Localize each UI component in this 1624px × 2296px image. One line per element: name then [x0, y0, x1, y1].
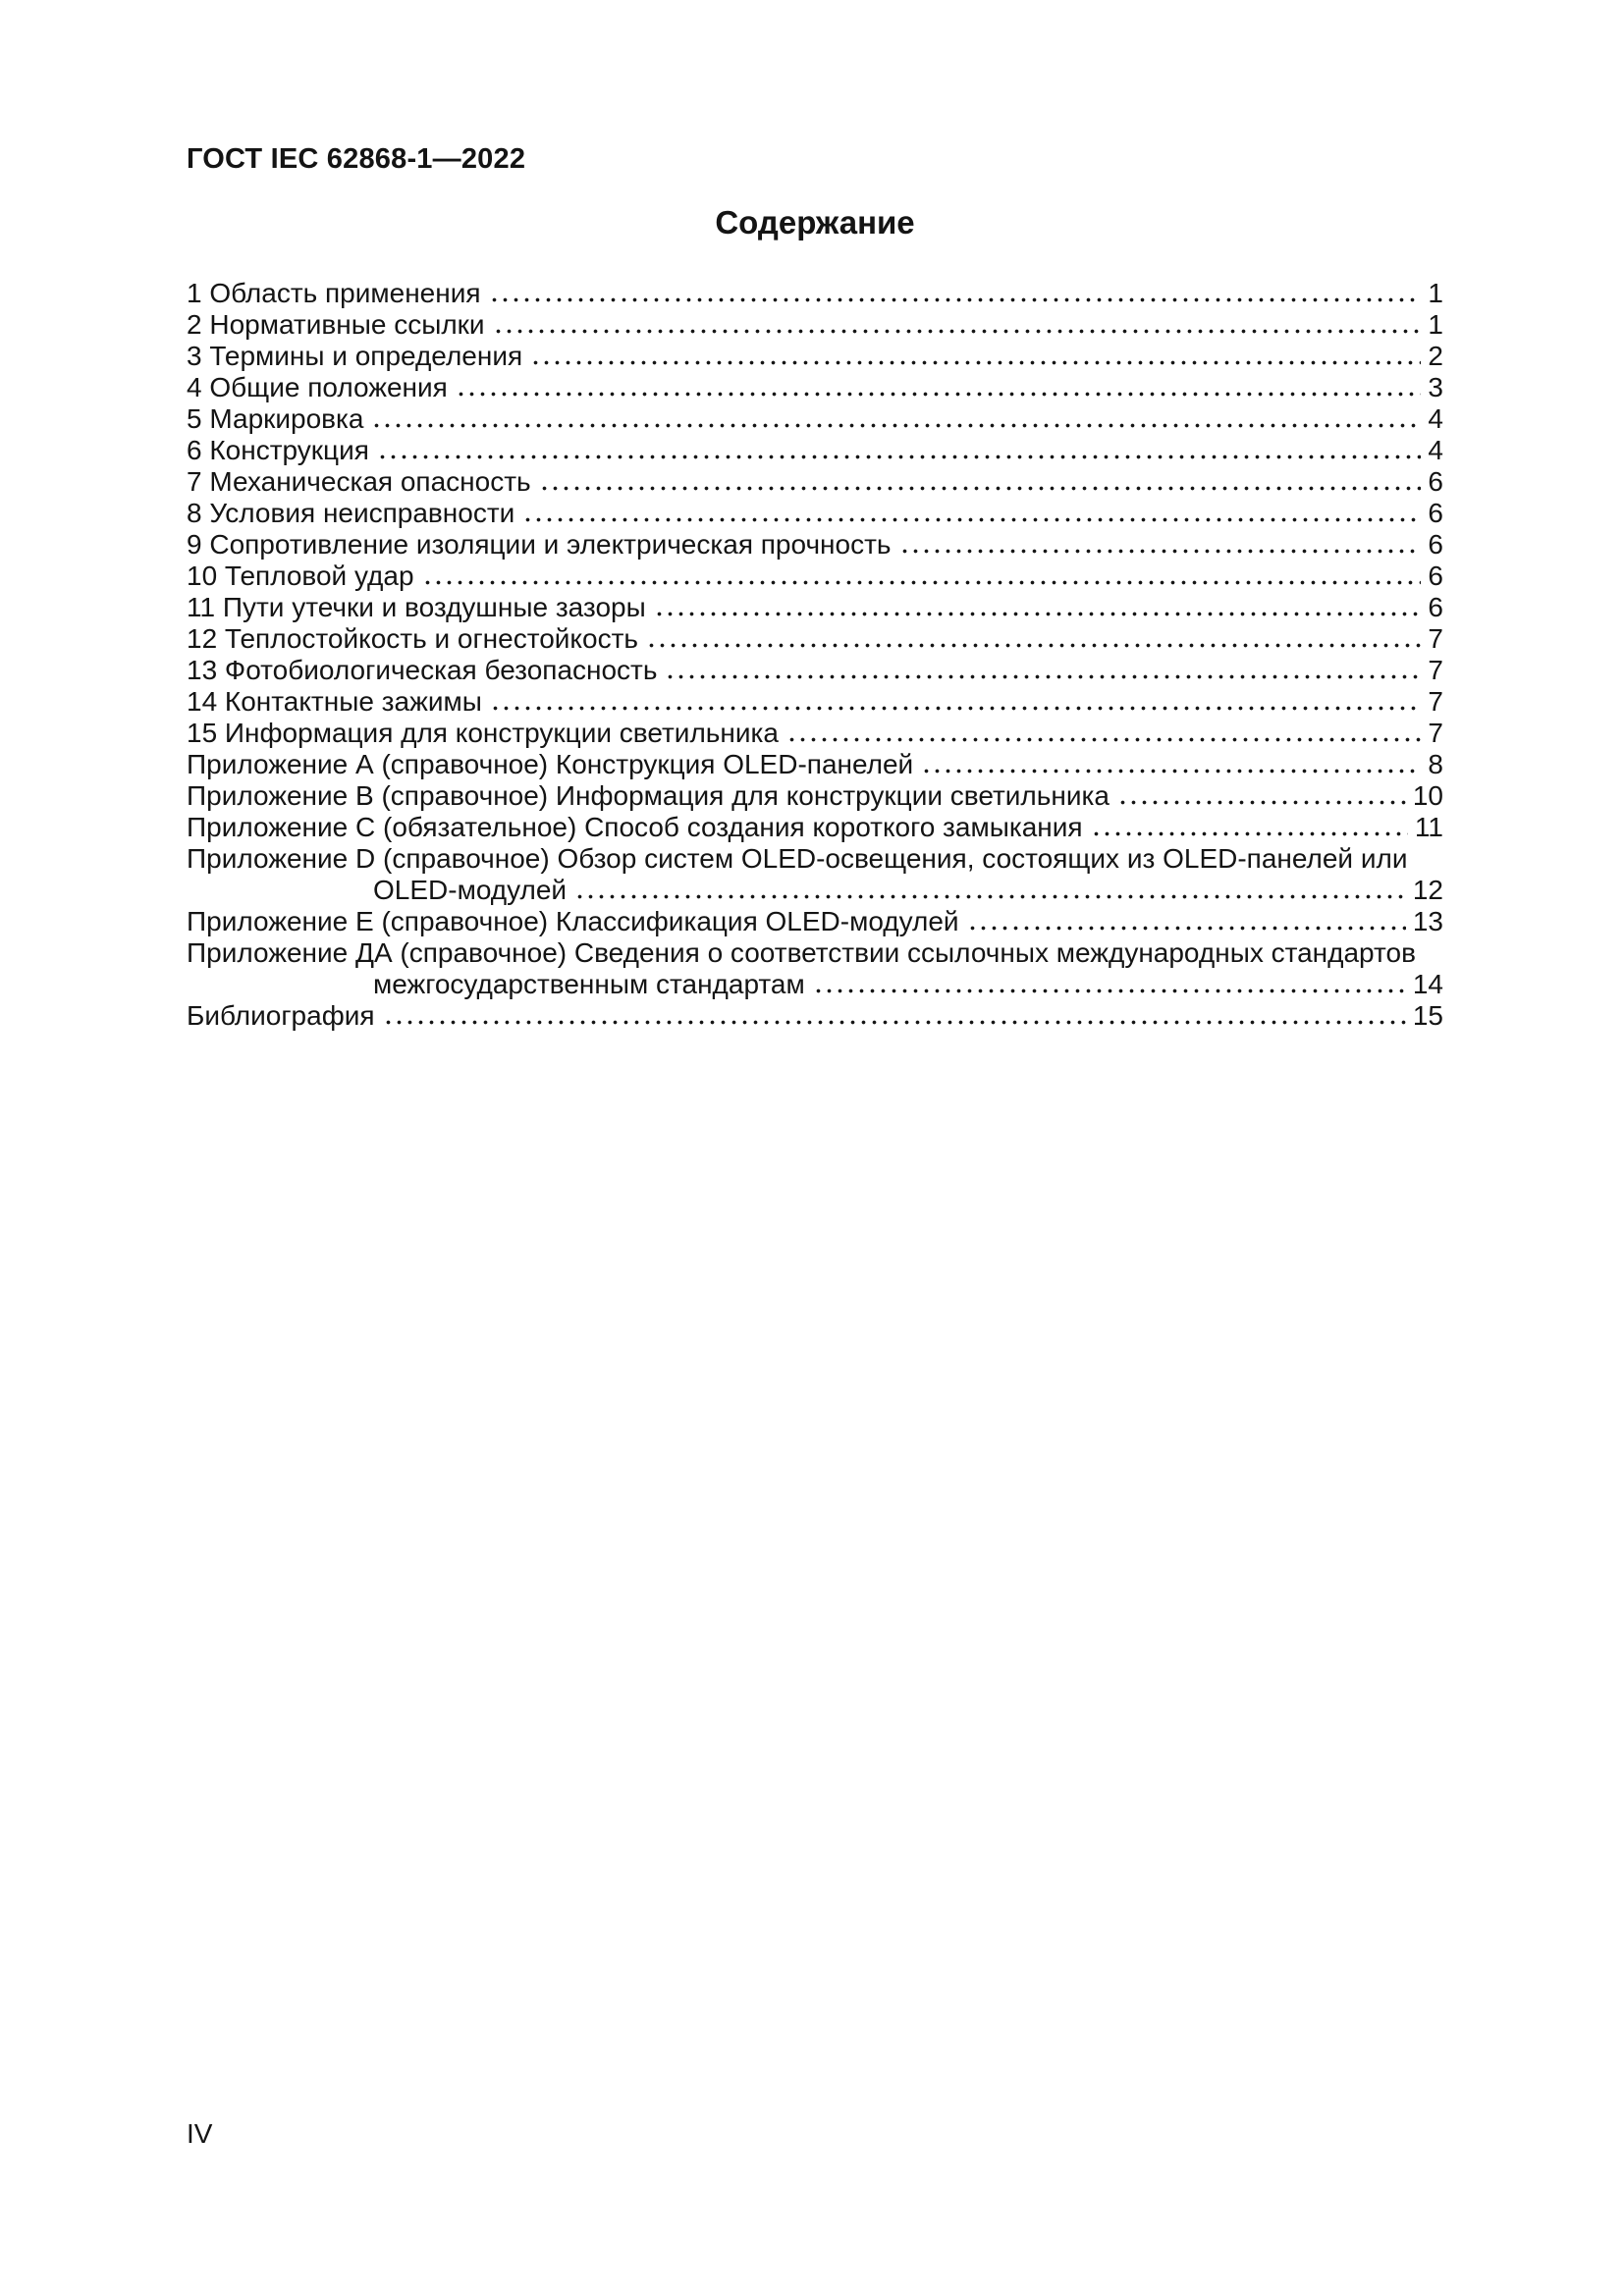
dot-leader: [1117, 800, 1406, 805]
dot-leader: [899, 549, 1422, 554]
toc-entry-page: 15: [1412, 1000, 1443, 1031]
document-header: ГОСТ IEC 62868-1—2022: [187, 143, 526, 175]
toc-entry[interactable]: [187, 937, 1443, 969]
toc-entry-page: 7: [1428, 655, 1443, 685]
dot-leader: [813, 988, 1406, 993]
dot-leader: [665, 674, 1421, 679]
toc-entry[interactable]: [187, 780, 1443, 812]
toc-entry-label: 5 Маркировка: [187, 403, 364, 434]
toc-entry-label: 8 Условия неисправности: [187, 498, 515, 528]
toc-entry[interactable]: [187, 466, 1443, 498]
toc-entry[interactable]: [187, 529, 1443, 561]
toc-title: Содержание: [715, 204, 915, 240]
toc-entry-label: 12 Теплостойкость и огнестойкость: [187, 623, 638, 654]
toc-list: [187, 278, 1443, 1032]
dot-leader: [646, 643, 1421, 648]
toc-entry[interactable]: [187, 372, 1443, 403]
dot-leader: [383, 1020, 1406, 1025]
dot-leader: [493, 329, 1422, 334]
dot-leader: [786, 737, 1422, 742]
toc-entry[interactable]: [187, 718, 1443, 749]
dot-leader: [377, 454, 1422, 459]
dot-leader: [456, 392, 1422, 397]
toc-entry[interactable]: [187, 278, 1443, 309]
toc-entry-label: 14 Контактные зажимы: [187, 686, 482, 717]
toc-entry-label: Библиография: [187, 1000, 375, 1031]
toc-entry-page: 6: [1428, 592, 1443, 622]
toc-entry-page: 12: [1412, 875, 1443, 905]
toc-entry[interactable]: [187, 623, 1443, 655]
toc-entry-page: 7: [1428, 623, 1443, 654]
toc-entry-page: 10: [1412, 780, 1443, 811]
toc-entry-page: 2: [1428, 341, 1443, 371]
toc-entry-page: 7: [1428, 686, 1443, 717]
toc-entry-label: 7 Механическая опасность: [187, 466, 531, 497]
toc-entry[interactable]: [187, 655, 1443, 686]
toc-entry-page: 4: [1428, 403, 1443, 434]
toc-entry-label: 2 Нормативные ссылки: [187, 309, 485, 340]
dot-leader: [1091, 831, 1408, 836]
toc-entry-label: Приложение Е (справочное) Классификация OLED-модулей: [187, 906, 959, 936]
toc-entry-label: Приложение А (справочное) Конструкция OLED-панелей: [187, 749, 914, 779]
toc-entry[interactable]: [187, 561, 1443, 592]
toc-entry[interactable]: [187, 341, 1443, 372]
toc-entry-label: Приложение ДА (справочное) Сведения о соответствии ссылочных международных стандартов: [187, 937, 1416, 968]
dot-leader: [574, 894, 1406, 899]
toc-entry[interactable]: [187, 498, 1443, 529]
toc-entry-label: 1 Область применения: [187, 278, 481, 308]
toc-entry-label-continuation: межгосударственным стандартам: [373, 969, 805, 999]
dot-leader: [921, 769, 1421, 774]
page-number-footer: IV: [187, 2118, 213, 2149]
dot-leader: [530, 360, 1421, 365]
toc-entry-page: 1: [1428, 278, 1443, 308]
toc-entry[interactable]: [187, 686, 1443, 718]
toc-entry-page: 7: [1428, 718, 1443, 748]
toc-entry-page: 6: [1428, 466, 1443, 497]
dot-leader: [489, 297, 1422, 302]
dot-leader: [522, 517, 1421, 522]
toc-entry-page: 4: [1428, 435, 1443, 465]
toc-entry-page: 13: [1412, 906, 1443, 936]
toc-entry-page: 8: [1428, 749, 1443, 779]
toc-entry-label: 11 Пути утечки и воздушные зазоры: [187, 592, 646, 622]
dot-leader: [490, 706, 1422, 711]
dot-leader: [967, 926, 1406, 931]
toc-entry-page: 3: [1428, 372, 1443, 402]
toc-entry[interactable]: [187, 843, 1443, 875]
toc-entry-continuation[interactable]: [187, 969, 1443, 1000]
toc-entry[interactable]: [187, 309, 1443, 341]
toc-entry-label: 13 Фотобиологическая безопасность: [187, 655, 658, 685]
toc-entry-label: 4 Общие положения: [187, 372, 448, 402]
toc-entry-label: 9 Сопротивление изоляции и электрическая прочность: [187, 529, 892, 560]
toc-entry-label: 3 Термины и определения: [187, 341, 523, 371]
dot-leader: [539, 486, 1422, 491]
toc-entry[interactable]: [187, 592, 1443, 623]
dot-leader: [422, 580, 1422, 585]
toc-entry[interactable]: [187, 435, 1443, 466]
toc-entry[interactable]: [187, 403, 1443, 435]
toc-entry-label: 15 Информация для конструкции светильника: [187, 718, 779, 748]
toc-entry-label-continuation: OLED-модулей: [373, 875, 568, 905]
toc-entry[interactable]: [187, 906, 1443, 937]
toc-entry[interactable]: [187, 812, 1443, 843]
toc-entry-page: 6: [1428, 498, 1443, 528]
toc-entry-page: 6: [1428, 561, 1443, 591]
toc-entry-page: 1: [1428, 309, 1443, 340]
toc-entry-page: 14: [1412, 969, 1443, 999]
toc-entry-label: 10 Тепловой удар: [187, 561, 414, 591]
toc-entry-label: Приложение В (справочное) Информация для конструкции светильника: [187, 780, 1110, 811]
dot-leader: [654, 612, 1422, 616]
toc-entry-label: 6 Конструкция: [187, 435, 369, 465]
dot-leader: [371, 423, 1421, 428]
toc-entry-page: 6: [1428, 529, 1443, 560]
toc-entry-continuation[interactable]: [187, 875, 1443, 906]
toc-entry-label: Приложение С (обязательное) Способ создания короткого замыкания: [187, 812, 1083, 842]
toc-entry-page: 11: [1414, 812, 1443, 842]
toc-entry-label: Приложение D (справочное) Обзор систем OLED-освещения, состоящих из OLED-панелей или: [187, 843, 1408, 874]
toc-entry[interactable]: [187, 1000, 1443, 1032]
toc-entry[interactable]: [187, 749, 1443, 780]
